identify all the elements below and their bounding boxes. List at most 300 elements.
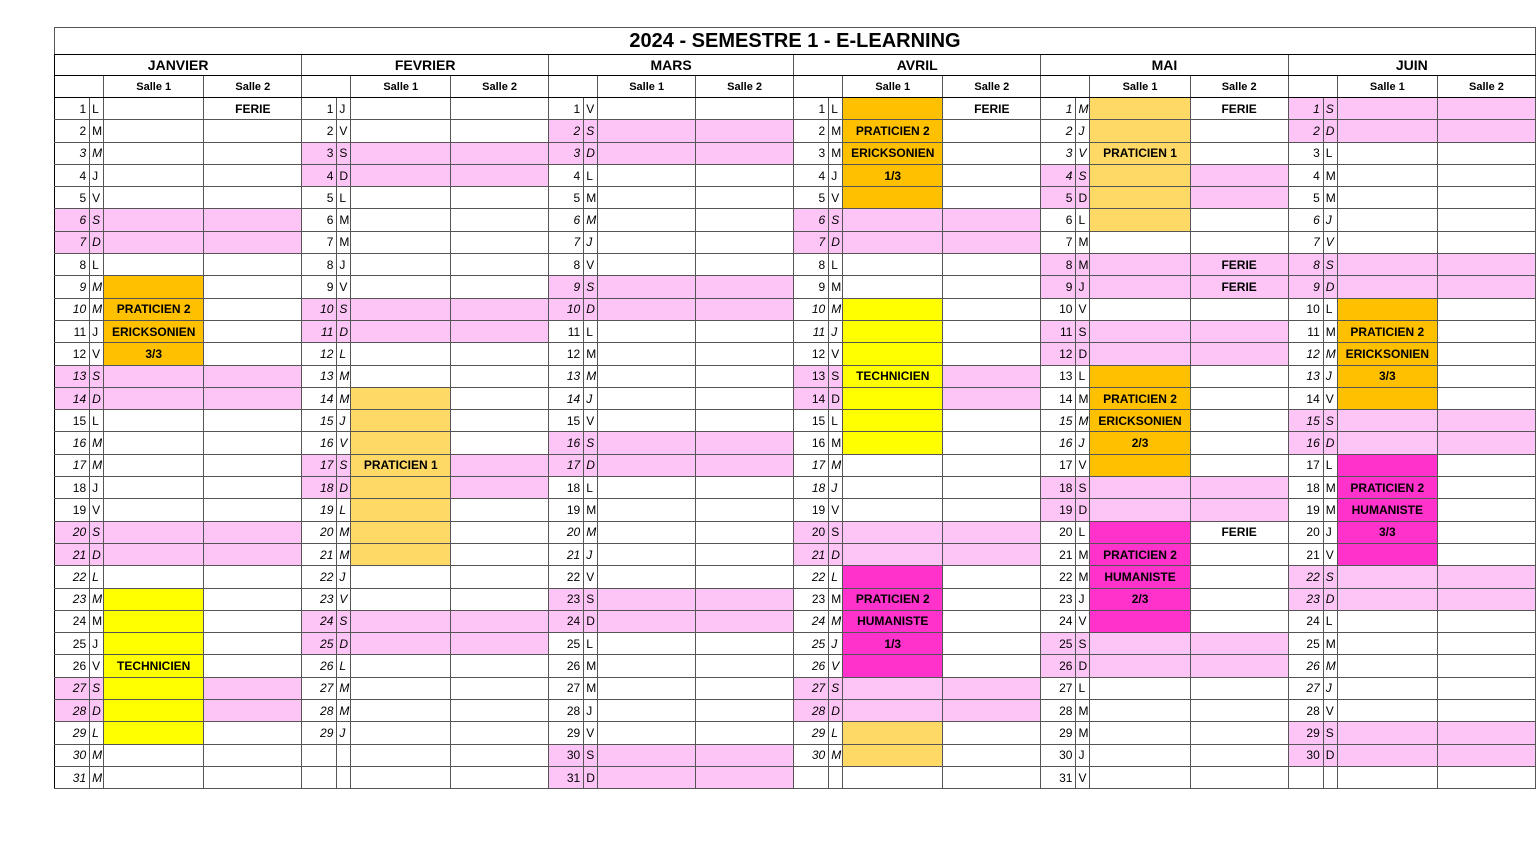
session-label: 3/3 [104,343,204,365]
salle1-cell [104,766,204,788]
salle1-cell [104,744,204,766]
day-number: 8 [1041,254,1076,276]
salle2-cell [204,120,302,142]
salle2-cell [451,387,549,409]
salle2-cell [1190,298,1288,320]
salle1-cell [1090,454,1190,476]
salle2-cell [943,298,1041,320]
salle1-cell [1337,566,1437,588]
salle2-cell [451,521,549,543]
day-letter: S [1076,633,1090,655]
salle1-cell [598,98,696,120]
salle1-cell [598,477,696,499]
day-letter: D [1323,744,1337,766]
salle1-cell [1337,98,1437,120]
salle2-cell [696,700,794,722]
day-number: 5 [1041,187,1076,209]
salle2-cell [204,655,302,677]
day-letter: J [337,254,351,276]
salle1-empty [351,766,451,788]
day-number: 22 [302,566,337,588]
day-number: 14 [302,387,337,409]
salle2-cell [451,499,549,521]
day-letter: M [1076,566,1090,588]
day-number: 20 [302,521,337,543]
session-label: 2/3 [1090,588,1190,610]
salle1-cell [104,187,204,209]
day-number: 16 [302,432,337,454]
day-letter: M [1323,320,1337,342]
session-label: HUMANISTE [1090,566,1190,588]
day-number: 22 [549,566,584,588]
day-number: 4 [549,164,584,186]
salle2-cell [696,142,794,164]
salle1-cell [104,209,204,231]
day-letter: D [584,142,598,164]
salle1-cell [104,521,204,543]
day-row [55,231,1536,253]
day-row [55,276,1536,298]
salle2-empty [451,744,549,766]
month-name: JANVIER [55,55,302,76]
day-letter: M [90,432,104,454]
salle1-cell [351,677,451,699]
day-letter: J [584,543,598,565]
day-letter: M [1323,187,1337,209]
day-letter: D [1323,432,1337,454]
day-number: 29 [1041,722,1076,744]
salle2-cell [696,254,794,276]
salle1-cell [1337,677,1437,699]
salle2-cell [1190,187,1288,209]
day-number: 9 [1041,276,1076,298]
salle2-cell [943,142,1041,164]
salle1-cell [104,722,204,744]
salle2-cell [1190,588,1288,610]
day-row [55,209,1536,231]
salle1-cell [351,722,451,744]
day-number: 1 [1288,98,1323,120]
salle1-cell [598,454,696,476]
day-letter: M [829,120,843,142]
salle1-cell [104,254,204,276]
day-row [55,633,1536,655]
day-number: 7 [794,231,829,253]
salle1-cell [598,320,696,342]
salle1-cell [104,566,204,588]
day-number: 26 [1041,655,1076,677]
salle1-cell [351,164,451,186]
salle2-cell [1190,120,1288,142]
salle2-empty [451,766,549,788]
day-letter: S [829,209,843,231]
day-letter: J [1076,432,1090,454]
salle1-cell [598,722,696,744]
salle2-cell [943,722,1041,744]
day-number: 24 [302,610,337,632]
salle2-cell [696,298,794,320]
day-number: 13 [302,365,337,387]
day-number: 28 [1041,700,1076,722]
salle2-cell [1190,633,1288,655]
day-number: 25 [549,633,584,655]
month-name: AVRIL [794,55,1041,76]
day-number: 11 [55,320,90,342]
day-letter: M [584,677,598,699]
salle1-cell [843,543,943,565]
day-letter: M [1076,410,1090,432]
salle2-cell [451,588,549,610]
salle2-cell [1437,454,1535,476]
salle2-cell [451,142,549,164]
day-number: 18 [549,477,584,499]
day-number: 9 [794,276,829,298]
day-number: 8 [1288,254,1323,276]
salle2-cell [451,677,549,699]
day-number-empty [302,744,337,766]
day-number: 21 [302,543,337,565]
day-number: 23 [55,588,90,610]
day-letter: L [1323,610,1337,632]
day-letter: V [90,343,104,365]
salle2-cell [204,187,302,209]
salle1-cell [351,320,451,342]
salle1-cell [351,209,451,231]
day-letter: M [1076,700,1090,722]
salle1-cell [843,499,943,521]
salle2-cell [1190,655,1288,677]
salle1-cell [1090,98,1190,120]
month-name: MAI [1041,55,1288,76]
day-letter: V [584,410,598,432]
salle1-cell [1090,164,1190,186]
day-row [55,164,1536,186]
salle1-cell [1337,744,1437,766]
day-letter-empty [337,744,351,766]
salle2-cell [696,454,794,476]
salle1-cell [1090,365,1190,387]
salle2-cell [943,454,1041,476]
salle2-cell [204,454,302,476]
day-letter: L [90,254,104,276]
salle2-cell [451,610,549,632]
day-number: 22 [794,566,829,588]
salle2-cell [1437,187,1535,209]
title-row [55,28,1536,55]
day-number: 17 [302,454,337,476]
session-label: PRATICIEN 2 [1337,320,1437,342]
day-number: 21 [1288,543,1323,565]
salle1-cell [843,744,943,766]
day-letter: M [829,432,843,454]
salle2-cell [1437,633,1535,655]
day-letter: M [90,298,104,320]
day-number: 10 [794,298,829,320]
day-number: 27 [549,677,584,699]
day-letter: M [584,187,598,209]
day-number: 16 [1288,432,1323,454]
salle1-cell [598,566,696,588]
salle2-cell [1190,142,1288,164]
salle2-cell [451,187,549,209]
day-letter: J [584,387,598,409]
salle1-cell [351,543,451,565]
session-label: 3/3 [1337,365,1437,387]
day-number: 29 [549,722,584,744]
day-letter: L [90,566,104,588]
salle2-cell [696,633,794,655]
salle1-cell [351,499,451,521]
salle1-cell [598,120,696,142]
day-letter: M [829,588,843,610]
day-number: 13 [1288,365,1323,387]
day-letter: J [1076,588,1090,610]
salle1-cell [843,276,943,298]
salle1-cell [351,588,451,610]
salle2-cell [943,187,1041,209]
salle2-cell [1190,164,1288,186]
day-letter: V [90,187,104,209]
day-letter-empty [1323,766,1337,788]
session-label: HUMANISTE [1337,499,1437,521]
day-letter: J [1076,276,1090,298]
salle2-cell [204,365,302,387]
salle1-cell [104,365,204,387]
holiday-label: FERIE [1190,98,1288,120]
salle2-cell [696,231,794,253]
salle2-cell [1190,744,1288,766]
session-label: PRATICIEN 2 [104,298,204,320]
day-letter: M [829,298,843,320]
day-number: 6 [302,209,337,231]
salle1-cell [104,700,204,722]
salle1-cell [1090,766,1190,788]
day-letter: V [90,655,104,677]
day-letter: J [584,231,598,253]
day-number: 30 [549,744,584,766]
session-label: TECHNICIEN [104,655,204,677]
day-letter: L [829,254,843,276]
day-number: 13 [1041,365,1076,387]
day-letter: M [337,209,351,231]
day-number: 5 [55,187,90,209]
day-letter: M [584,343,598,365]
room-label: Salle 2 [696,76,794,98]
day-number: 5 [794,187,829,209]
salle1-cell [843,677,943,699]
salle1-cell [1090,320,1190,342]
salle2-cell [204,588,302,610]
salle2-cell [451,410,549,432]
day-number: 23 [794,588,829,610]
salle2-cell [204,521,302,543]
salle1-cell [351,187,451,209]
day-number: 4 [794,164,829,186]
day-number: 3 [55,142,90,164]
salle2-cell [1437,521,1535,543]
salle2-cell [1190,677,1288,699]
day-number: 12 [1041,343,1076,365]
day-number: 3 [794,142,829,164]
salle1-cell [1337,722,1437,744]
day-number: 2 [55,120,90,142]
day-letter: M [90,454,104,476]
day-number: 6 [55,209,90,231]
salle1-cell [1337,209,1437,231]
salle1-cell [598,633,696,655]
salle2-cell [696,164,794,186]
day-row [55,343,1536,365]
day-letter: L [337,499,351,521]
day-number: 3 [1288,142,1323,164]
day-number: 13 [794,365,829,387]
session-label: PRATICIEN 2 [1090,387,1190,409]
day-letter: S [1323,254,1337,276]
salle1-cell [598,588,696,610]
day-letter: M [337,700,351,722]
salle1-cell [1090,499,1190,521]
room-label: Salle 1 [104,76,204,98]
salle2-cell [451,98,549,120]
salle1-cell [351,700,451,722]
day-number: 24 [55,610,90,632]
salle2-cell [1437,120,1535,142]
day-letter: M [1076,98,1090,120]
day-row [55,187,1536,209]
day-row [55,499,1536,521]
day-number: 18 [794,477,829,499]
day-number: 20 [549,521,584,543]
salle2-cell [204,320,302,342]
day-number: 25 [302,633,337,655]
salle2-cell [204,566,302,588]
day-letter: V [829,343,843,365]
day-number: 9 [1288,276,1323,298]
salle1-cell [598,164,696,186]
day-number: 29 [794,722,829,744]
day-number: 24 [1288,610,1323,632]
month-name: JUIN [1288,55,1535,76]
day-letter: V [1076,766,1090,788]
day-letter: M [90,276,104,298]
day-number: 31 [55,766,90,788]
salle2-cell [1190,343,1288,365]
salle2-cell [1190,410,1288,432]
day-number: 2 [302,120,337,142]
day-number: 10 [549,298,584,320]
day-letter: M [584,655,598,677]
salle2-cell [943,744,1041,766]
salle2-cell [1437,610,1535,632]
salle2-cell [1190,320,1288,342]
holiday-label: FERIE [1190,254,1288,276]
salle2-cell [204,432,302,454]
salle1-cell [598,142,696,164]
day-letter: L [90,410,104,432]
day-number: 11 [302,320,337,342]
salle2-cell [451,298,549,320]
salle1-cell [843,320,943,342]
salle2-cell [696,320,794,342]
day-number: 8 [549,254,584,276]
salle2-cell [943,120,1041,142]
day-letter: M [1076,254,1090,276]
day-letter: D [337,477,351,499]
day-number: 12 [1288,343,1323,365]
day-letter: V [829,187,843,209]
salle2-cell [1437,432,1535,454]
day-number: 2 [549,120,584,142]
day-row [55,320,1536,342]
salle2-cell [451,231,549,253]
day-letter: J [337,410,351,432]
room-label: Salle 1 [1337,76,1437,98]
salle2-cell [451,454,549,476]
salle1-cell [598,744,696,766]
day-number: 28 [1288,700,1323,722]
salle1-cell [1090,700,1190,722]
day-letter: D [1076,187,1090,209]
salle2-cell [204,633,302,655]
day-letter: M [1076,722,1090,744]
room-label: Salle 2 [1437,76,1535,98]
salle2-cell [1190,610,1288,632]
day-letter: S [584,120,598,142]
day-number: 26 [1288,655,1323,677]
day-letter: D [90,231,104,253]
day-row [55,655,1536,677]
session-label: 2/3 [1090,432,1190,454]
day-letter: L [584,320,598,342]
day-number: 6 [549,209,584,231]
day-number: 26 [794,655,829,677]
day-number: 11 [1041,320,1076,342]
salle2-cell [943,231,1041,253]
day-letter: L [337,343,351,365]
day-letter: L [337,187,351,209]
salle2-cell [943,432,1041,454]
day-number: 19 [549,499,584,521]
day-letter-empty [829,766,843,788]
day-number: 21 [549,543,584,565]
day-letter: V [584,98,598,120]
salle1-cell [104,677,204,699]
salle1-cell [843,343,943,365]
salle2-cell [204,231,302,253]
salle1-cell [104,387,204,409]
room-header-spacer [1288,76,1337,98]
salle2-cell [696,566,794,588]
salle2-cell [943,521,1041,543]
salle2-cell [451,320,549,342]
salle1-cell [1090,744,1190,766]
day-number: 26 [549,655,584,677]
salle1-cell [598,410,696,432]
salle2-cell [943,677,1041,699]
salle1-cell [598,543,696,565]
salle2-cell [1190,477,1288,499]
day-number: 4 [1288,164,1323,186]
salle1-cell [104,120,204,142]
day-letter: V [337,120,351,142]
salle2-cell [1437,209,1535,231]
salle1-empty [1337,766,1437,788]
salle1-cell [1337,543,1437,565]
salle2-cell [696,722,794,744]
day-letter: S [337,610,351,632]
day-letter: V [829,499,843,521]
salle1-cell [1090,298,1190,320]
